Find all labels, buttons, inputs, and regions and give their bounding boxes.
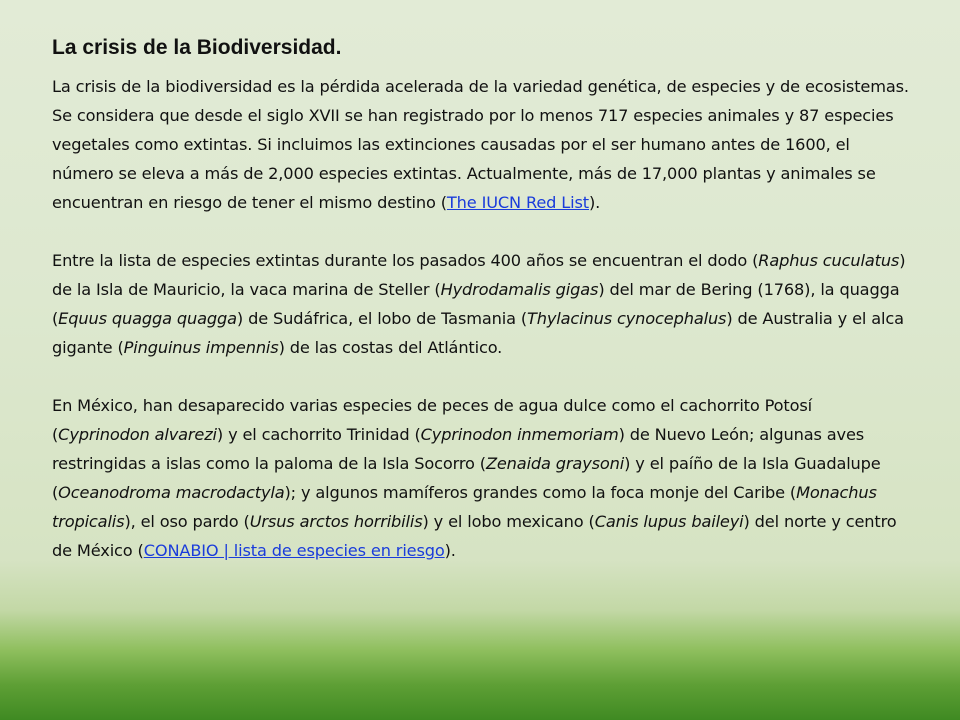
paragraph-text: En México, han desaparecido varias especies de peces de agua dulce como el cachorrito Potosí ( [52, 396, 812, 444]
scientific-name: Zenaida graysoni [485, 454, 625, 473]
paragraph-text: ) y el cachorrito Trinidad ( [216, 425, 421, 444]
paragraph-text: ) del norte y centro de México ( [52, 512, 897, 560]
scientific-name: Hydrodamalis gigas [440, 280, 599, 299]
paragraph-text: ); y algunos mamíferos grandes como la foca monje del Caribe ( [284, 483, 797, 502]
slide-title: La crisis de la Biodiversidad. [52, 36, 342, 59]
paragraph-extinct-species [52, 246, 912, 362]
scientific-name: Equus quagga quagga [58, 309, 237, 328]
paragraph-text: ), el oso pardo ( [124, 512, 250, 531]
paragraph-text: ). [444, 541, 456, 560]
scientific-name: Canis lupus baileyi [594, 512, 744, 531]
scientific-name: Cyprinodon inmemoriam [420, 425, 619, 444]
paragraph-text: ) de Australia y el alca gigante ( [52, 309, 904, 357]
paragraph-text: La crisis de la biodiversidad es la pérdida acelerada de la variedad genética, de especies y de ecosistemas. Se considera que desde el siglo XVII se han registrado por lo menos 717 especies animales y 87 especies vegetales como extintas. Si incluimos las extinciones causadas por el ser humano antes de 1600, el número se eleva a más de 2,000 especies extintas. Actualmente, más de 17,000 plantas y animales se encuentran en riesgo de tener el mismo destino ( [52, 77, 909, 212]
paragraph-text: ) de Nuevo León; algunas aves restringidas a islas como la paloma de la Isla Socorro ( [52, 425, 865, 473]
scientific-name: Ursus arctos horribilis [249, 512, 423, 531]
scientific-name: Monachus tropicalis [52, 483, 877, 531]
paragraph-text: ) de las costas del Atlántico. [278, 338, 503, 357]
scientific-name: Cyprinodon alvarezi [58, 425, 217, 444]
scientific-name: Pinguinus impennis [123, 338, 279, 357]
conabio-link[interactable]: CONABIO | lista de especies en riesgo [143, 541, 445, 560]
paragraph-text: ) del mar de Bering (1768), la quagga ( [52, 280, 900, 328]
iucn-red-list-link[interactable]: The IUCN Red List [446, 193, 589, 212]
paragraph-text: ) de la Isla de Mauricio, la vaca marina de Steller ( [52, 251, 906, 299]
paragraph-text: ). [589, 193, 601, 212]
scientific-name: Oceanodroma macrodactyla [58, 483, 285, 502]
slide-content [52, 34, 912, 565]
paragraph-intro [52, 72, 912, 217]
paragraph-text: ) y el paíño de la Isla Guadalupe ( [52, 454, 881, 502]
paragraph-text: Entre la lista de especies extintas durante los pasados 400 años se encuentran el dodo ( [52, 251, 759, 270]
paragraph-text: ) de Sudáfrica, el lobo de Tasmania ( [236, 309, 527, 328]
scientific-name: Raphus cuculatus [758, 251, 900, 270]
paragraph-mexico [52, 391, 912, 565]
paragraph-text: ) y el lobo mexicano ( [422, 512, 595, 531]
scientific-name: Thylacinus cynocephalus [527, 309, 727, 328]
